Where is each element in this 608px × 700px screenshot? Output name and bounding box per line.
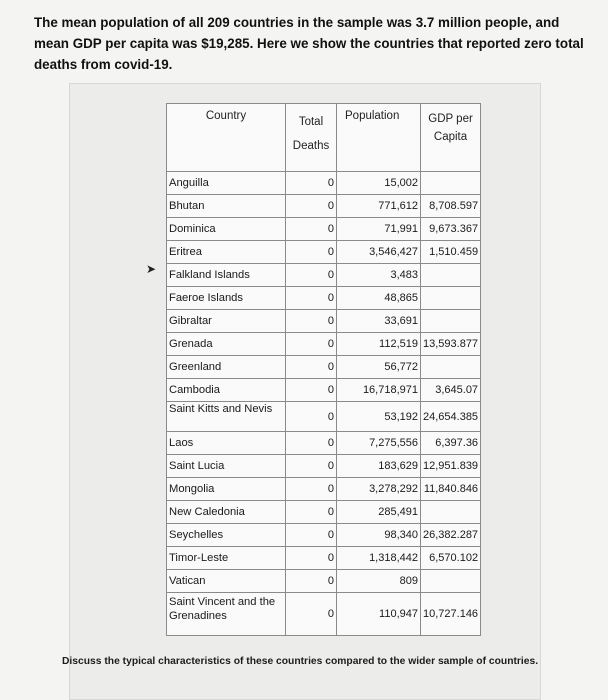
country-cell: Saint Kitts and Nevis <box>167 402 286 432</box>
zero-deaths-table <box>166 103 481 636</box>
table-row <box>167 547 481 570</box>
table-row <box>167 310 481 333</box>
gdp-cell: 9,673.367 <box>421 218 481 241</box>
header-total-deaths: Total Deaths <box>286 104 337 172</box>
table-row <box>167 524 481 547</box>
country-cell: Seychelles <box>167 524 286 547</box>
gdp-cell <box>421 172 481 195</box>
population-cell: 1,318,442 <box>337 547 421 570</box>
population-cell: 7,275,556 <box>337 432 421 455</box>
population-cell: 3,278,292 <box>337 478 421 501</box>
country-cell: Anguilla <box>167 172 286 195</box>
table-row <box>167 593 481 636</box>
gdp-cell: 8,708.597 <box>421 195 481 218</box>
deaths-cell: 0 <box>286 264 337 287</box>
gdp-cell: 12,951.839 <box>421 455 481 478</box>
population-cell: 48,865 <box>337 287 421 310</box>
country-cell: Bhutan <box>167 195 286 218</box>
country-cell: Grenada <box>167 333 286 356</box>
deaths-cell: 0 <box>286 402 337 432</box>
population-cell: 56,772 <box>337 356 421 379</box>
deaths-cell: 0 <box>286 195 337 218</box>
table-row <box>167 455 481 478</box>
population-cell: 53,192 <box>337 402 421 432</box>
intro-paragraph: The mean population of all 209 countries in the sample was 3.7 million people, and mean GDP per capita was $19,285. Here we show the countries that reported zero total deaths from covid-19. <box>34 15 584 72</box>
population-cell: 33,691 <box>337 310 421 333</box>
gdp-cell: 10,727.146 <box>421 593 481 636</box>
country-cell: Laos <box>167 432 286 455</box>
population-cell: 809 <box>337 570 421 593</box>
population-cell: 3,546,427 <box>337 241 421 264</box>
table-row <box>167 195 481 218</box>
country-cell: Mongolia <box>167 478 286 501</box>
population-cell: 285,491 <box>337 501 421 524</box>
table-row <box>167 333 481 356</box>
table-row <box>167 172 481 195</box>
gdp-cell: 3,645.07 <box>421 379 481 402</box>
header-gdp-per-capita: GDP per Capita <box>421 104 481 172</box>
deaths-cell: 0 <box>286 547 337 570</box>
gdp-cell: 11,840.846 <box>421 478 481 501</box>
population-cell: 16,718,971 <box>337 379 421 402</box>
country-cell: Eritrea <box>167 241 286 264</box>
table-row <box>167 402 481 432</box>
country-cell: Faeroe Islands <box>167 287 286 310</box>
deaths-cell: 0 <box>286 356 337 379</box>
gdp-cell <box>421 501 481 524</box>
gdp-cell: 1,510.459 <box>421 241 481 264</box>
country-cell: Gibraltar <box>167 310 286 333</box>
deaths-cell: 0 <box>286 379 337 402</box>
table-row <box>167 379 481 402</box>
deaths-cell: 0 <box>286 524 337 547</box>
table-row <box>167 501 481 524</box>
gdp-cell <box>421 570 481 593</box>
table-row <box>167 356 481 379</box>
deaths-cell: 0 <box>286 241 337 264</box>
gdp-cell: 6,397.36 <box>421 432 481 455</box>
header-country: Country <box>167 104 286 172</box>
table-row <box>167 287 481 310</box>
population-cell: 183,629 <box>337 455 421 478</box>
table-row <box>167 432 481 455</box>
population-cell: 3,483 <box>337 264 421 287</box>
country-cell: Falkland Islands <box>167 264 286 287</box>
population-cell: 771,612 <box>337 195 421 218</box>
gdp-cell <box>421 287 481 310</box>
table-row <box>167 218 481 241</box>
population-cell: 71,991 <box>337 218 421 241</box>
deaths-cell: 0 <box>286 478 337 501</box>
country-cell: Cambodia <box>167 379 286 402</box>
population-cell: 98,340 <box>337 524 421 547</box>
gdp-cell: 26,382.287 <box>421 524 481 547</box>
deaths-cell: 0 <box>286 172 337 195</box>
deaths-cell: 0 <box>286 432 337 455</box>
gdp-cell: 6,570.102 <box>421 547 481 570</box>
deaths-cell: 0 <box>286 455 337 478</box>
deaths-cell: 0 <box>286 310 337 333</box>
gdp-cell: 24,654.385 <box>421 402 481 432</box>
deaths-cell: 0 <box>286 593 337 636</box>
deaths-cell: 0 <box>286 570 337 593</box>
deaths-cell: 0 <box>286 287 337 310</box>
deaths-table-container <box>166 103 481 636</box>
gdp-cell <box>421 264 481 287</box>
country-cell: New Caledonia <box>167 501 286 524</box>
country-cell: Timor-Leste <box>167 547 286 570</box>
deaths-cell: 0 <box>286 218 337 241</box>
table-row <box>167 241 481 264</box>
gdp-cell <box>421 310 481 333</box>
table-row <box>167 570 481 593</box>
country-cell: Greenland <box>167 356 286 379</box>
table-row <box>167 264 481 287</box>
country-cell: Saint Lucia <box>167 455 286 478</box>
country-cell: Saint Vincent and the Grenadines <box>167 593 286 636</box>
deaths-cell: 0 <box>286 333 337 356</box>
population-cell: 110,947 <box>337 593 421 636</box>
population-cell: 15,002 <box>337 172 421 195</box>
country-cell: Dominica <box>167 218 286 241</box>
gdp-cell <box>421 356 481 379</box>
population-cell: 112,519 <box>337 333 421 356</box>
country-cell: Vatican <box>167 570 286 593</box>
gdp-cell: 13,593.877 <box>421 333 481 356</box>
header-population: Population <box>337 104 421 172</box>
arrow-icon: ➤ <box>146 262 157 276</box>
table-row <box>167 478 481 501</box>
deaths-cell: 0 <box>286 501 337 524</box>
discussion-question: Discuss the typical characteristics of these countries compared to the wider sample of countries. <box>62 656 539 667</box>
